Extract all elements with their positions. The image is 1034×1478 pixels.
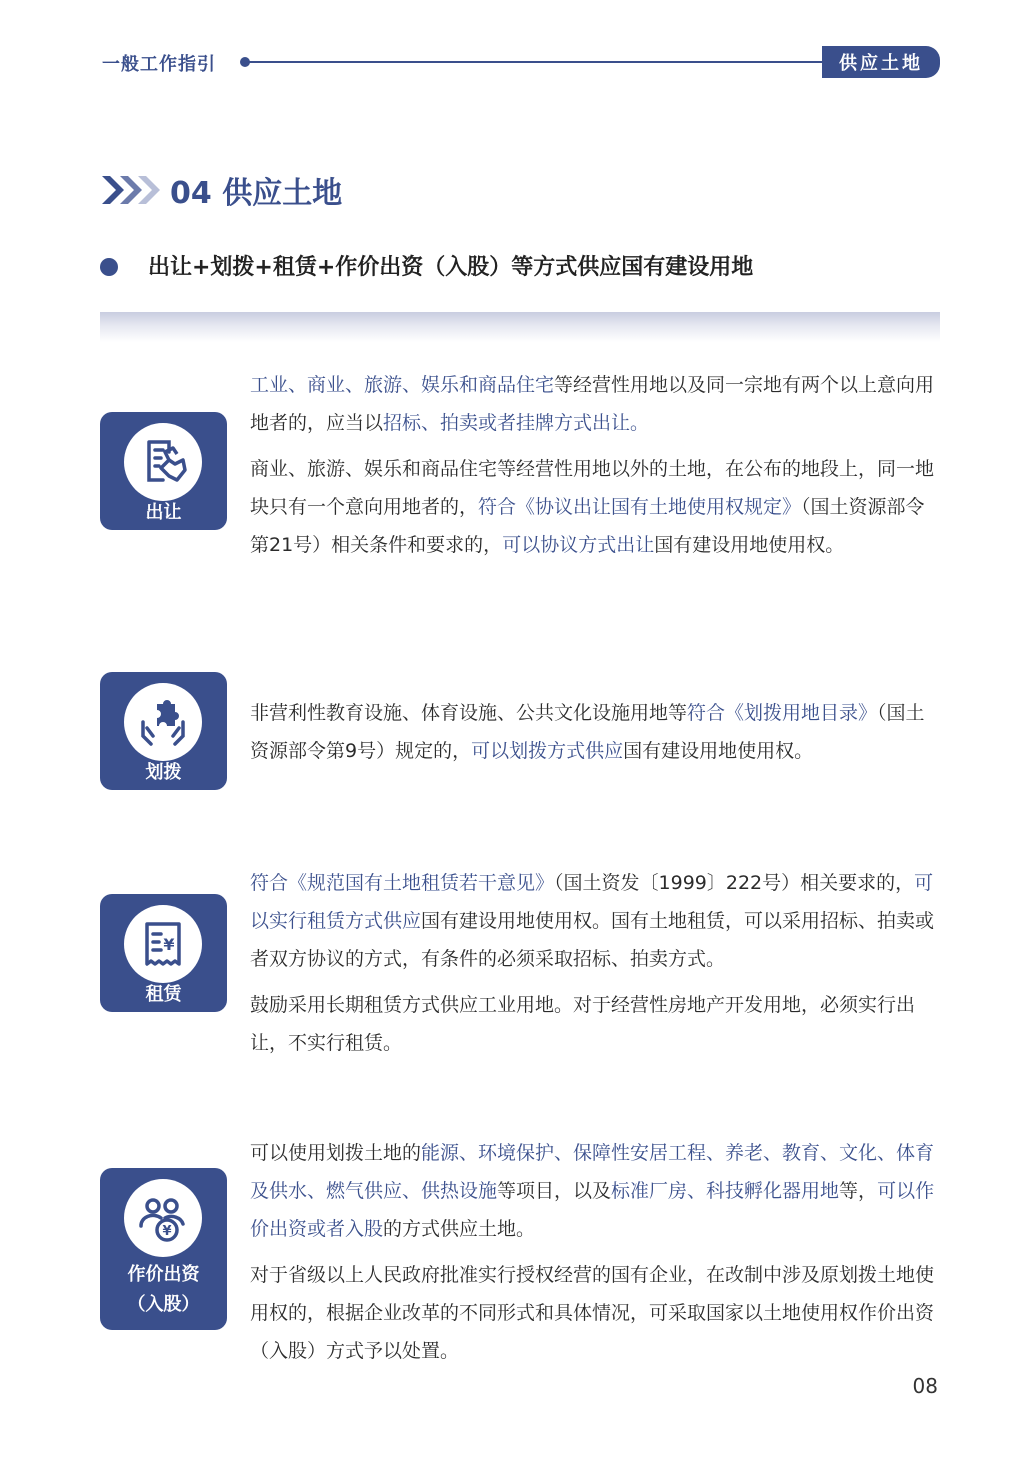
highlight-text: 符合《划拨用地目录》 [687,702,878,724]
paragraph [250,694,940,770]
paragraph [250,1134,940,1248]
highlight-text: 能源、环境保护、保障性安居工程、养老、教育、文化、体育及供水、燃气供应、供热设施 [250,1142,935,1202]
section-title-text: 04 供应土地 [170,176,343,211]
highlight-text: 标准厂房、科技孵化器用地 [611,1180,840,1202]
document-handshake-icon [124,423,202,501]
body-text: 等， [839,1180,878,1202]
icon-label: 划拨 [145,762,182,783]
section-title [100,168,342,212]
paragraph: 鼓励采用长期租赁方式供应工业用地。对于经营性房地产开发用地，必须实行出让，不实行租赁。 [250,994,916,1054]
header-rule [244,61,822,63]
subtitle [100,250,753,281]
paragraph [250,450,940,564]
highlight-text: 可以作价出资或者入股 [250,1180,935,1240]
item-text [250,366,940,572]
body-text: （国土资源部令第21号）相关条件和要求的， [250,496,925,556]
header-chapter-tab: 供应土地 [822,46,940,78]
item-text [250,1134,940,1378]
header-section-name: 一般工作指引 [102,54,216,75]
receipt-yuan-icon [124,905,202,983]
hands-puzzle-icon [124,683,202,761]
body-text: （国土资发〔1999〕222号）相关要求的， [554,872,915,894]
icon-box-transfer [100,412,227,530]
paragraph: 对于省级以上人民政府批准实行授权经营的国有企业，在改制中涉及原划拨土地使用权的，根据企业改革的不同形式和具体情况，可采取国家以土地使用权作价出资（入股）方式予以处置。 [250,1264,935,1362]
body-text: 国有建设用地使用权。国有土地租赁，可以采用招标、拍卖或者双方协议的方式，有条件的必须采取招标、拍卖方式。 [250,910,935,970]
highlight-text: 招标、拍卖或者挂牌方式出让。 [383,412,650,434]
body-text: 国有建设用地使用权。 [654,534,845,556]
item-text [250,694,940,778]
chevrons-icon [100,170,160,210]
body-text: 商业、旅游、娱乐和商品住宅等经营性用地以外的土地，在公布的地段上，同一地块只有一个意向用地者的， [250,458,935,518]
icon-box-capital-contribution [100,1168,227,1330]
highlight-text: 可以协议方式出让 [502,534,655,556]
icon-box-allocation [100,672,227,790]
body-text: 非营利性教育设施、体育设施、公共文化设施用地等 [250,702,688,724]
people-yuan-icon [124,1179,202,1257]
body-text: 可以使用划拨土地的 [250,1142,422,1164]
highlight-text: 可以划拨方式供应 [471,740,624,762]
page-number: 08 [912,1374,938,1398]
subtitle-dots-icon [100,256,136,276]
svg-text:¥: ¥ [163,935,175,954]
body-text: （国土资源部令第9号）规定的， [250,702,925,762]
icon-label: 租赁 [145,984,182,1005]
icon-box-lease [100,894,227,1012]
body-text: 等项目，以及 [497,1180,612,1202]
highlight-text: 可以实行租赁方式供应 [250,872,934,932]
paragraph [250,366,940,442]
highlight-text: 工业、商业、旅游、娱乐和商品住宅 [250,374,555,396]
page-header [102,46,940,78]
icon-label: 作价出资 （入股） [127,1264,200,1315]
svg-text:¥: ¥ [162,1224,172,1239]
body-text: 等经营性用地以及同一宗地有两个以上意向用地者的，应当以 [250,374,935,434]
subtitle-text: 出让+划拨+租赁+作价出资（入股）等方式供应国有建设用地 [148,255,754,280]
body-text: 国有建设用地使用权。 [623,740,814,762]
highlight-text: 符合《协议出让国有土地使用权规定》 [478,496,802,518]
item-text [250,864,940,1070]
icon-label: 出让 [145,502,182,523]
body-text: 的方式供应土地。 [383,1218,536,1240]
highlight-text: 符合《规范国有土地租赁若干意见》 [250,872,555,894]
gradient-band [100,312,940,342]
paragraph [250,864,940,978]
